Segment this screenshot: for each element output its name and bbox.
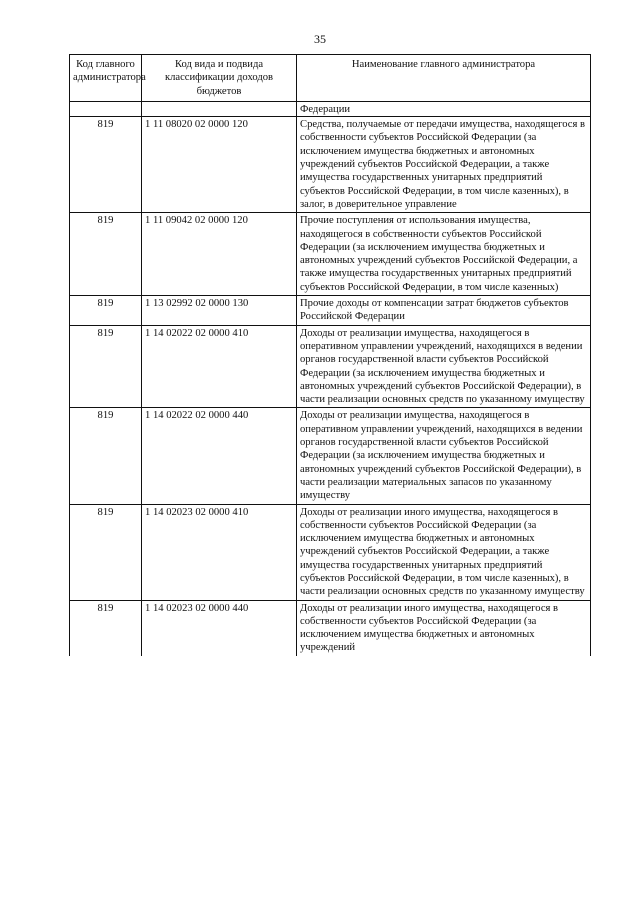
admin-name-cell: Доходы от реализации имущества, находящегося в оперативном управлении учреждений, находящихся в ведении органов государственной власти субъектов Российской Федерации (за исключением имущества бюджетных и автономных учреждений субъектов Российской Федерации), в части реализации материальных запасов по указанному имуществу: [297, 408, 591, 504]
admin-name-cell: Доходы от реализации иного имущества, находящегося в собственности субъектов Российской Федерации (за исключением имущества бюджетных и автономных учреждений субъектов Российской Федерации, а также имущества государственных унитарных предприятий субъектов Российской Федерации, в том числе казенных), в части реализации основных средств по указанному имуществу: [297, 504, 591, 600]
admin-code-cell: 819: [70, 408, 142, 504]
admin-code-cell: 819: [70, 117, 142, 213]
admin-name-cell: Доходы от реализации имущества, находящегося в оперативном управлении учреждений, находящихся в ведении органов государственной власти субъектов Российской Федерации (за исключением имущества бюджетных и автономных учреждений субъектов Российской Федерации), в части реализации основных средств по указанному имуществу: [297, 325, 591, 408]
table-row: [70, 600, 591, 656]
header-admin-code: Код главного администратора: [70, 55, 142, 102]
revenue-code-cell: 1 14 02023 02 0000 410: [142, 504, 297, 600]
admin-name-cell: Средства, получаемые от передачи имущества, находящегося в собственности субъектов Российской Федерации (за исключением имущества бюджетных и автономных учреждений субъектов Российской Федерации, а также имущества государственных унитарных предприятий субъектов Российской Федерации, в том числе казенных), в залог, в доверительное управление: [297, 117, 591, 213]
admin-code-cell: 819: [70, 504, 142, 600]
table-header-row: [70, 55, 591, 102]
table-row: [70, 117, 591, 213]
header-revenue-code: Код вида и подвида классификации доходов бюджетов: [142, 55, 297, 102]
table-row: [70, 408, 591, 504]
page-number: 35: [314, 32, 326, 46]
admin-name-cell: Прочие поступления от использования имущества, находящегося в собственности субъектов Российской Федерации (за исключением имущества бюджетных и автономных учреждений субъектов Российской Федерации, а также имущества государственных унитарных предприятий субъектов Российской Федерации, в том числе казенных): [297, 213, 591, 296]
admin-code-cell: 819: [70, 296, 142, 326]
table-row: [70, 325, 591, 408]
table-row: [70, 296, 591, 326]
header-admin-name: Наименование главного администратора: [297, 55, 591, 102]
table-row: [70, 213, 591, 296]
admin-code-cell: 819: [70, 600, 142, 656]
revenue-code-cell: 1 13 02992 02 0000 130: [142, 296, 297, 326]
revenue-code-cell: 1 14 02022 02 0000 440: [142, 408, 297, 504]
admin-code-cell: 819: [70, 213, 142, 296]
continuation-row: [70, 101, 591, 116]
revenue-code-cell: 1 14 02023 02 0000 440: [142, 600, 297, 656]
continuation-text: Федерации: [297, 101, 591, 116]
revenue-admin-table: [69, 54, 591, 656]
admin-name-cell: Доходы от реализации иного имущества, находящегося в собственности субъектов Российской Федерации (за исключением имущества бюджетных и автономных учреждений: [297, 600, 591, 656]
table-row: [70, 504, 591, 600]
revenue-code-cell: 1 11 09042 02 0000 120: [142, 213, 297, 296]
revenue-code-cell: 1 11 08020 02 0000 120: [142, 117, 297, 213]
admin-name-cell: Прочие доходы от компенсации затрат бюджетов субъектов Российской Федерации: [297, 296, 591, 326]
admin-code-cell: 819: [70, 325, 142, 408]
revenue-code-cell: 1 14 02022 02 0000 410: [142, 325, 297, 408]
